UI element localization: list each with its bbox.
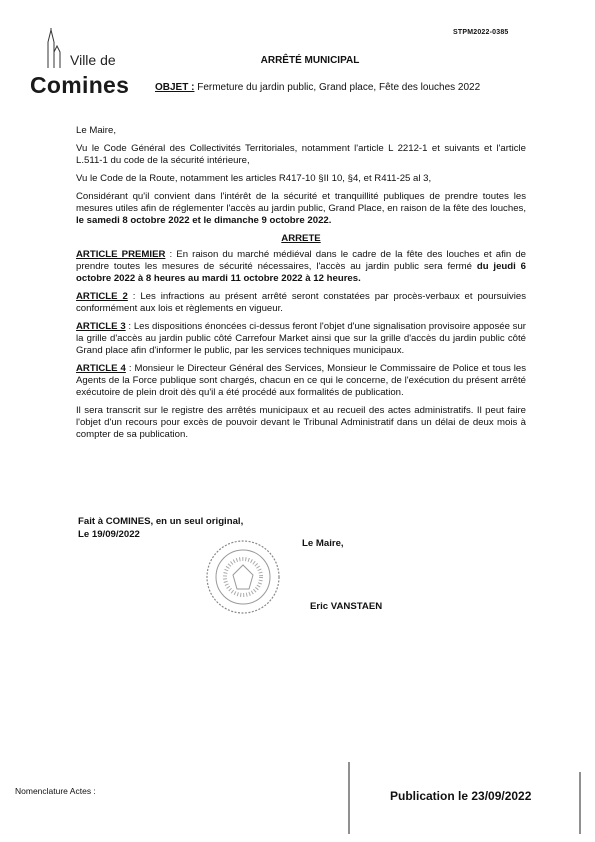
fait-line: Fait à COMINES, en un seul original, — [78, 516, 244, 527]
article-1-text: : En raison du marché médiéval dans le cadre de la fête des louches et afin de prendre toutes les mesures de sécurité nécessaires, l'accès au jardin public sera fermé — [76, 249, 527, 272]
subject-line — [155, 82, 480, 93]
closing-paragraph: Il sera transcrit sur le registre des arrêtés municipaux et au recueil des actes administratifs. Il peut faire l'objet d'un recours pour excès de pouvoir devant le Tribunal Administratif dans un délai de deux mois à compter de sa publication. — [76, 405, 526, 440]
considerant-paragraph — [76, 191, 526, 227]
vu-paragraph-2: Vu le Code de la Route, notamment les articles R417-10 §II 10, §4, et R411-25 al 3, — [76, 173, 432, 184]
article-4 — [76, 363, 526, 399]
publication-date: Publication le 23/09/2022 — [390, 789, 532, 803]
publication-box — [348, 762, 583, 834]
article-3-label: ARTICLE 3 — [76, 321, 126, 332]
subject-text: Fermeture du jardin public, Grand place, Fête des louches 2022 — [194, 82, 481, 93]
considerant-dates: le samedi 8 octobre 2022 et le dimanche 9 octobre 2022. — [76, 215, 332, 226]
article-4-label: ARTICLE 4 — [76, 363, 126, 374]
article-3-text: : Les dispositions énoncées ci-dessus feront l'objet d'une signalisation provisoire apposée sur la grille d'accès au jardin public côté Carrefour Market ainsi que sur la grille d'accès du jardin public côté Grand place afin d'informer le public, par les services techniques municipaux. — [76, 321, 526, 356]
article-1 — [76, 249, 526, 285]
logo-ville-text: Ville de — [70, 52, 116, 68]
article-2-label: ARTICLE 2 — [76, 291, 128, 302]
subject-label: OBJET : — [155, 82, 195, 93]
arrete-heading: ARRETE — [281, 233, 321, 244]
article-4-text: : Monsieur le Directeur Général des Services, Monsieur le Commissaire de Police et tous les Agents de la Force publique sont chargés, chacun en ce qui le concerne, de l'exécution du présent arrêté exécutoire de plein droit dès qu'il a été procédé aux formalités de publication. — [76, 363, 526, 398]
document-title: ARRÊTÉ MUNICIPAL — [260, 55, 360, 66]
article-1-label: ARTICLE PREMIER — [76, 249, 166, 260]
nomenclature-label: Nomenclature Actes : — [15, 786, 96, 796]
article-2-text: : Les infractions au présent arrêté seront constatées par procès-verbaux et poursuivies conformément aux lois et règlements en vigueur. — [76, 291, 526, 314]
logo-city-name: Comines — [30, 72, 130, 98]
article-2 — [76, 291, 526, 315]
document-body — [76, 125, 526, 447]
signer-title: Le Maire, — [302, 538, 344, 549]
official-seal-stamp — [203, 537, 283, 617]
vu-paragraph-1: Vu le Code Général des Collectivités Territoriales, notamment l'article L 2212-1 et suivants et l'article L.511-1 du code de la sécurité intérieure, — [76, 143, 526, 166]
signer-name: Eric VANSTAEN — [310, 601, 383, 612]
considerant-text: Considérant qu'il convient dans l'intérêt de la sécurité et tranquillité publiques de prendre toutes les mesures utiles afin de réglementer l'accès au jardin public, Grand Place, en raison de la fête des louches, — [76, 191, 526, 214]
document-reference: STPM2022-0385 — [453, 29, 509, 36]
article-1-dates: du jeudi 6 octobre 2022 à 8 heures au mardi 11 octobre 2022 à 12 heures. — [76, 261, 526, 284]
date-line: Le 19/09/2022 — [78, 529, 140, 540]
greeting: Le Maire, — [76, 125, 116, 136]
article-3 — [76, 321, 526, 357]
